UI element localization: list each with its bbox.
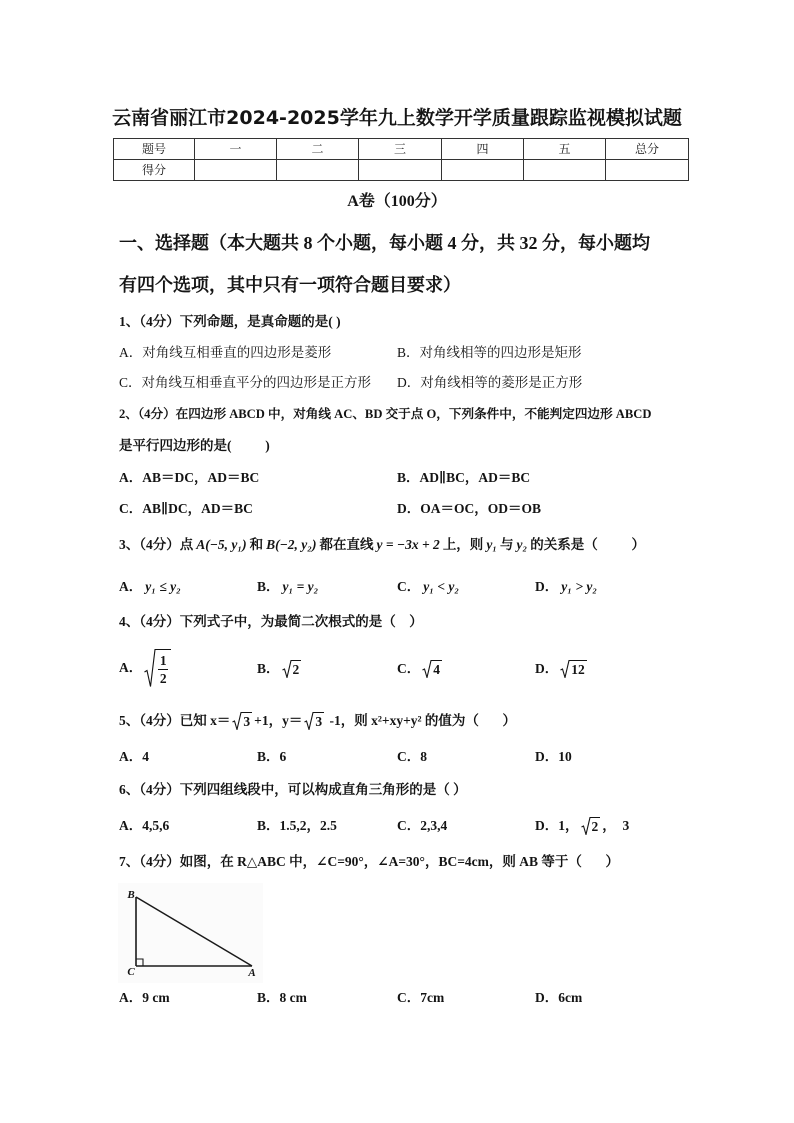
option-text: OA＝OC，OD＝OB [420,501,542,516]
option-label: B． [257,749,280,764]
variable-y2: y₂ [516,537,528,552]
vertex-label-c: C [127,966,135,978]
sqrt-one-half [144,649,171,687]
question-1-option-b [397,343,582,363]
option-label: C． [119,501,143,516]
score-row-label: 得分 [114,160,195,181]
option-label: A． [119,749,143,764]
option-math: y₁ > y₂ [561,579,598,594]
question-2-option-d [397,499,541,519]
option-text: 6cm [558,990,583,1005]
option-label: C． [397,990,421,1005]
radical-sign-icon [282,660,292,678]
question-2-option-c [119,499,253,519]
option-text: AB＝DC，AD＝BC [142,470,260,485]
option-label: B． [397,345,420,360]
question-3-option-c [397,577,462,597]
question-6-option-d [535,816,629,836]
sqrt-3 [304,712,324,730]
radicand: 3 [315,714,323,729]
question-4-stem [119,612,423,632]
option-text: 2,3,4 [420,818,448,833]
question-7-stem-text: 7、（4分）如图，在 R△ABC 中，∠C=90°，∠A=30°，BC=4cm，则 AB 等于（ ） [119,854,620,869]
question-6-option-c [397,816,447,836]
option-text: 对角线互相垂直平分的四边形是正方形 [141,375,372,390]
radical-sign-icon [581,817,591,835]
option-label: B． [257,579,280,594]
option-label: A． [119,990,143,1005]
option-label: D． [535,818,559,833]
question-1-stem [119,312,341,332]
question-5-stem-text: -1，则 x²+xy+y² 的值为（ ） [326,713,517,728]
score-cell [195,160,277,181]
option-label: D． [535,990,559,1005]
option-label: A． [119,579,143,594]
option-text: 6 [279,749,287,764]
header-cell-part-4: 四 [442,139,524,160]
question-7-stem [119,852,619,872]
option-text: 1.5,2，2.5 [279,818,337,833]
score-cell [442,160,524,181]
header-cell-part-2: 二 [277,139,359,160]
option-label: C． [397,661,421,676]
header-cell-total: 总分 [606,139,689,160]
sqrt-4 [422,660,442,678]
part-one-heading-line-1: 一、选择题（本大题共 8 个小题，每小题 4 分，共 32 分，每小题均 [119,233,650,253]
question-3-stem-text: 和 [249,537,264,552]
option-text: 7cm [420,990,445,1005]
question-1-option-d [397,373,582,393]
point-a-coordinates: A(−5, y₁) [196,537,247,552]
exam-title: 云南省丽江市2024-2025学年九上数学开学质量跟踪监视模拟试题 [112,107,682,129]
question-5-option-d [535,747,572,767]
score-table-header-row [114,139,689,160]
header-cell-part-3: 三 [359,139,442,160]
radical-sign-icon [304,712,314,730]
option-label: C． [397,579,421,594]
option-text: ， 3 [602,818,630,833]
option-text: 4,5,6 [142,818,170,833]
option-label: D． [535,661,559,676]
option-label: A． [119,470,143,485]
option-label: D． [397,501,421,516]
option-label: D． [535,579,559,594]
sqrt-2 [581,817,601,835]
header-cell-part-1: 一 [195,139,277,160]
score-cell [359,160,442,181]
option-text: 8 [420,749,427,764]
fraction-denominator: 2 [159,671,167,686]
question-6-option-b [257,816,337,836]
radicand: 3 [243,714,251,729]
fraction-numerator: 1 [159,653,167,668]
point-b-coordinates: B(−2, y₂) [266,537,317,552]
question-3-option-d [535,577,600,597]
figure-background [118,883,263,983]
question-7-option-d [535,988,582,1008]
question-6-option-a [119,816,169,836]
option-text: 1， [558,818,579,833]
option-text: 对角线相等的四边形是矩形 [419,345,582,360]
question-4-option-b [257,659,303,679]
question-3-stem [119,535,645,555]
question-2-option-a [119,468,259,488]
question-6-stem [119,780,467,800]
line-equation: y = −3x + 2 [376,537,440,552]
option-text: 对角线相等的菱形是正方形 [420,375,583,390]
question-3-stem-text: 与 [500,537,514,552]
score-table [113,138,689,181]
radicand: 2 [292,662,300,677]
sqrt-2 [282,660,302,678]
question-5-stem [119,711,516,731]
score-cell [606,160,689,181]
question-3-stem-text: 都在直线 [319,537,374,552]
question-3-option-b [257,577,321,597]
option-label: A． [119,345,143,360]
question-3-stem-text: 的关系是（ ） [530,537,645,552]
question-5-stem-text: 5、（4分）已知 x＝ [119,713,231,728]
question-3-stem-text: 上，则 [442,537,484,552]
question-1-option-a [119,343,331,363]
option-text: AD∥BC，AD＝BC [419,470,531,485]
option-label: C． [397,818,421,833]
option-text: 8 cm [279,990,307,1005]
question-2-option-b [397,468,530,488]
question-1-option-c [119,373,371,393]
question-7-option-c [397,988,444,1008]
question-5-option-a [119,747,149,767]
question-3-option-a [119,577,184,597]
radicand: 4 [433,662,440,677]
option-label: C． [119,375,142,390]
question-4-option-a [119,649,173,687]
question-2-stem-text: 是平行四边形的是( ) [119,438,270,453]
sqrt-12 [560,660,587,678]
option-label: B． [257,661,280,676]
question-7-option-b [257,988,307,1008]
option-label: B． [397,470,420,485]
question-4-stem-text: 4、（4分）下列式子中，为最简二次根式的是（ ） [119,614,423,629]
triangle-figure [118,883,263,983]
question-4-option-d [535,659,589,679]
radical-sign-icon [144,649,156,687]
option-text: AB∥DC，AD＝BC [142,501,253,516]
radical-sign-icon [560,660,570,678]
section-a-title: A卷（100分） [347,193,447,210]
vertex-label-a: A [248,967,256,979]
option-text: 4 [142,749,149,764]
option-math: y₁ ≤ y₂ [145,579,181,594]
option-math: y₁ < y₂ [423,579,460,594]
option-label: C． [397,749,421,764]
radical-sign-icon [422,660,432,678]
question-5-option-b [257,747,286,767]
part-one-heading-line-2: 有四个选项，其中只有一项符合题目要求） [119,275,461,295]
option-math: y₁ = y₂ [282,579,319,594]
option-label: D． [397,375,421,390]
option-label: A． [119,818,143,833]
score-cell [277,160,359,181]
question-4-option-c [397,659,444,679]
option-label: B． [257,818,280,833]
score-cell [524,160,606,181]
variable-y1: y₁ [486,537,498,552]
option-text: 对角线互相垂直的四边形是菱形 [142,345,332,360]
radical-sign-icon [232,712,242,730]
question-2-stem-line-2 [119,436,270,456]
radicand: 2 [591,819,599,834]
question-7-option-a [119,988,170,1008]
option-text: 9 cm [142,990,170,1005]
question-2-stem-text: 2、（4分）在四边形 ABCD 中，对角线 AC、BD 交于点 O，下列条件中，不能判定四边形 ABCD [119,407,652,421]
option-text: 10 [558,749,572,764]
option-label: D． [535,749,559,764]
option-label: B． [257,990,280,1005]
question-6-stem-text: 6、（4分）下列四组线段中，可以构成直角三角形的是（ ） [119,782,467,797]
question-2-stem-line-1 [119,404,651,424]
sqrt-3 [232,712,252,730]
option-label: A． [119,660,143,675]
radicand: 12 [571,662,585,677]
vertex-label-b: B [127,889,135,901]
fraction [156,649,171,687]
question-1-stem-text: 1、（4分）下列命题，是真命题的是( ) [119,314,341,329]
question-5-option-c [397,747,427,767]
question-5-stem-text: +1，y＝ [254,713,303,728]
question-3-stem-text: 3、（4分）点 [119,537,194,552]
header-cell-question-number: 题号 [114,139,195,160]
score-table-score-row [114,160,689,181]
header-cell-part-5: 五 [524,139,606,160]
